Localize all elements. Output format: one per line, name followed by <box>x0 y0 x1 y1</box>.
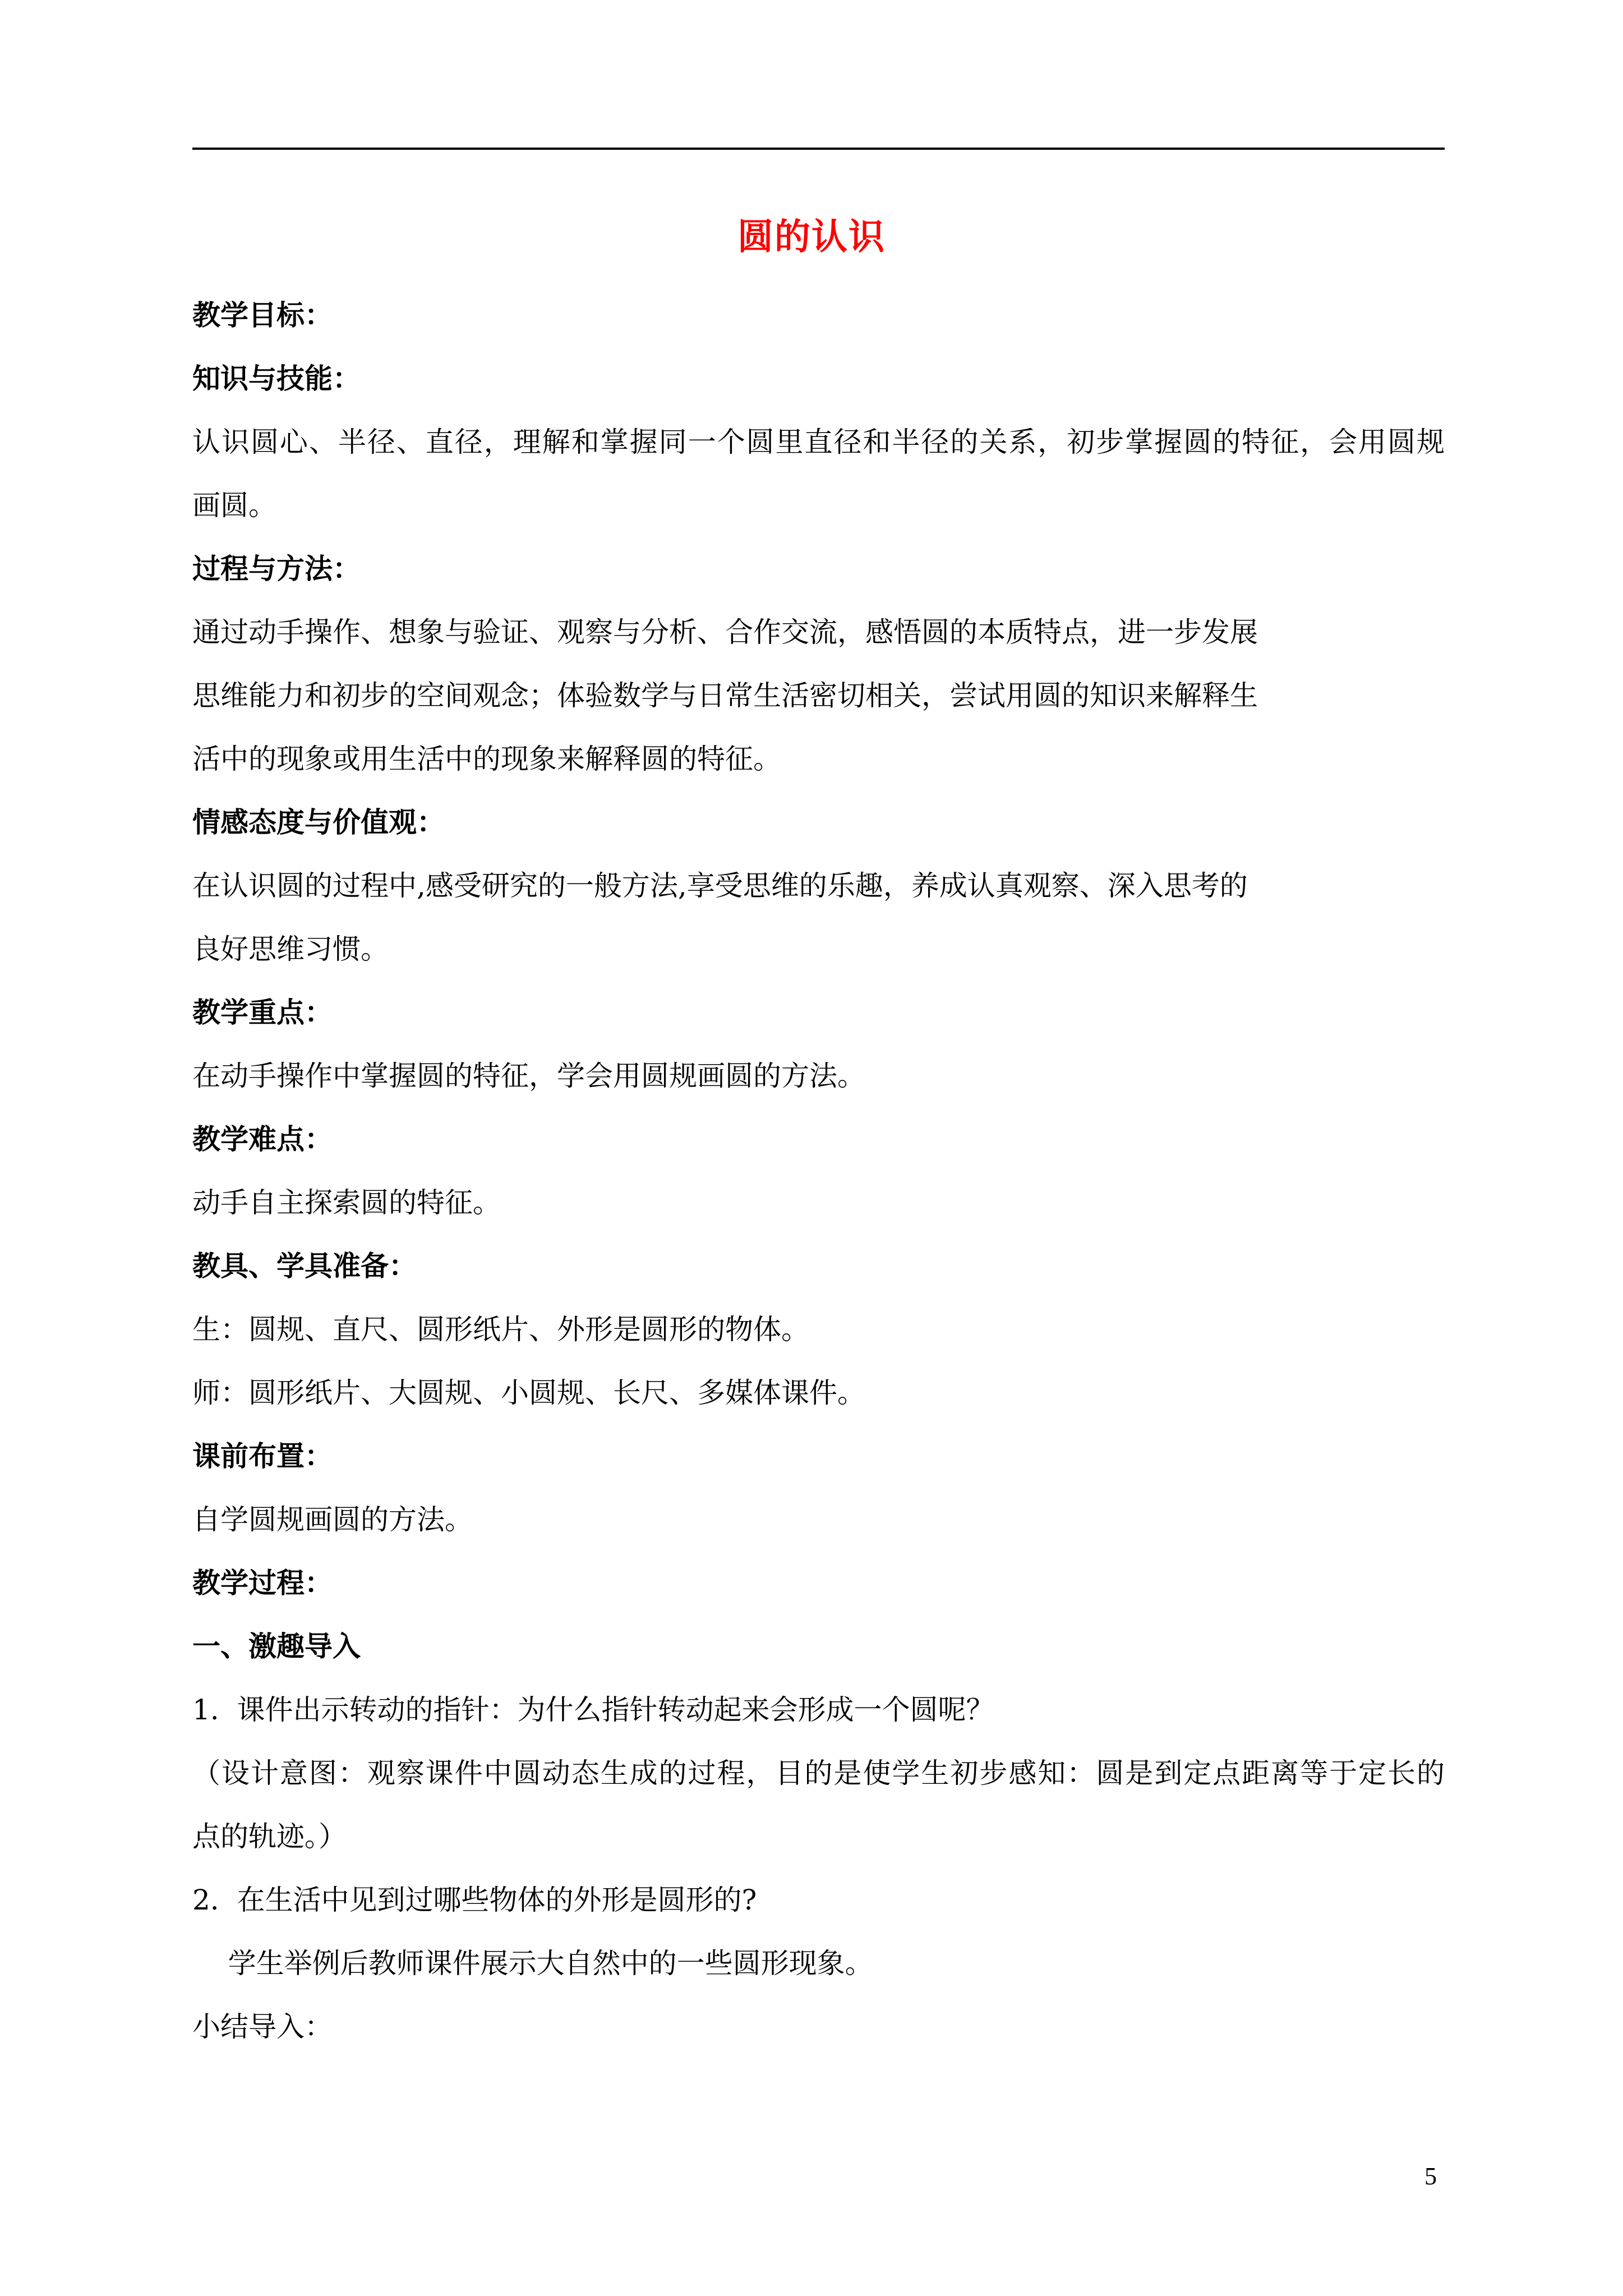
paragraph-line: 画圆。 <box>192 489 276 522</box>
paragraph-line: 动手自主探索圆的特征。 <box>192 1186 501 1219</box>
heading-teaching-goals: 教学目标： <box>192 298 333 332</box>
paragraph-line: 1. 课件出示转动的指针：为什么指针转动起来会形成一个圆呢？ <box>192 1694 994 1726</box>
paragraph-line: 良好思维习惯。 <box>192 933 389 965</box>
paragraph-line: 生：圆规、直尺、圆形纸片、外形是圆形的物体。 <box>192 1313 809 1346</box>
heading-key-point: 教学重点： <box>192 996 333 1029</box>
paragraph-line: 活中的现象或用生活中的现象来解释圆的特征。 <box>192 743 781 775</box>
paragraph-line: （设计意图：观察课件中圆动态生成的过程，目的是使学生初步感知：圆是到定点距离等于定长的 <box>192 1757 1445 1789</box>
heading-emotion-values: 情感态度与价值观： <box>192 806 445 839</box>
paragraph-line: 在动手操作中掌握圆的特征，学会用圆规画圆的方法。 <box>192 1060 865 1092</box>
paragraph-line: 学生举例后教师课件展示大自然中的一些圆形现象。 <box>192 1947 873 1980</box>
heading-materials: 教具、学具准备： <box>192 1249 417 1282</box>
heading-process-method: 过程与方法： <box>192 552 361 585</box>
paragraph-line: 点的轨迹。） <box>192 1820 347 1853</box>
heading-difficult-point: 教学难点： <box>192 1122 333 1156</box>
paragraph-line: 通过动手操作、想象与验证、观察与分析、合作交流，感悟圆的本质特点，进一步发展 <box>192 616 1258 648</box>
paragraph-line: 思维能力和初步的空间观念；体验数学与日常生活密切相关，尝试用圆的知识来解释生 <box>192 679 1258 712</box>
paragraph-line: 师：圆形纸片、大圆规、小圆规、长尺、多媒体课件。 <box>192 1377 865 1409</box>
paragraph-line: 认识圆心、半径、直径，理解和掌握同一个圆里直径和半径的关系，初步掌握圆的特征，会用圆规 <box>192 426 1445 458</box>
heading-preclass: 课前布置： <box>192 1439 333 1473</box>
paragraph-line: 自学圆规画圆的方法。 <box>192 1503 473 1536</box>
paragraph-line: 2. 在生活中见到过哪些物体的外形是圆形的? <box>192 1884 757 1916</box>
document-title: 圆的认识 <box>737 216 886 258</box>
heading-knowledge-skills: 知识与技能： <box>192 362 361 395</box>
heading-section-one: 一、激趣导入 <box>192 1630 361 1663</box>
paragraph-line: 在认识圆的过程中,感受研究的一般方法,享受思维的乐趣，养成认真观察、深入思考的 <box>192 869 1248 902</box>
heading-teaching-process: 教学过程： <box>192 1566 333 1599</box>
page-number: 5 <box>1424 2162 1437 2190</box>
header-rule <box>192 148 1445 150</box>
paragraph-line: 小结导入： <box>192 2010 333 2043</box>
